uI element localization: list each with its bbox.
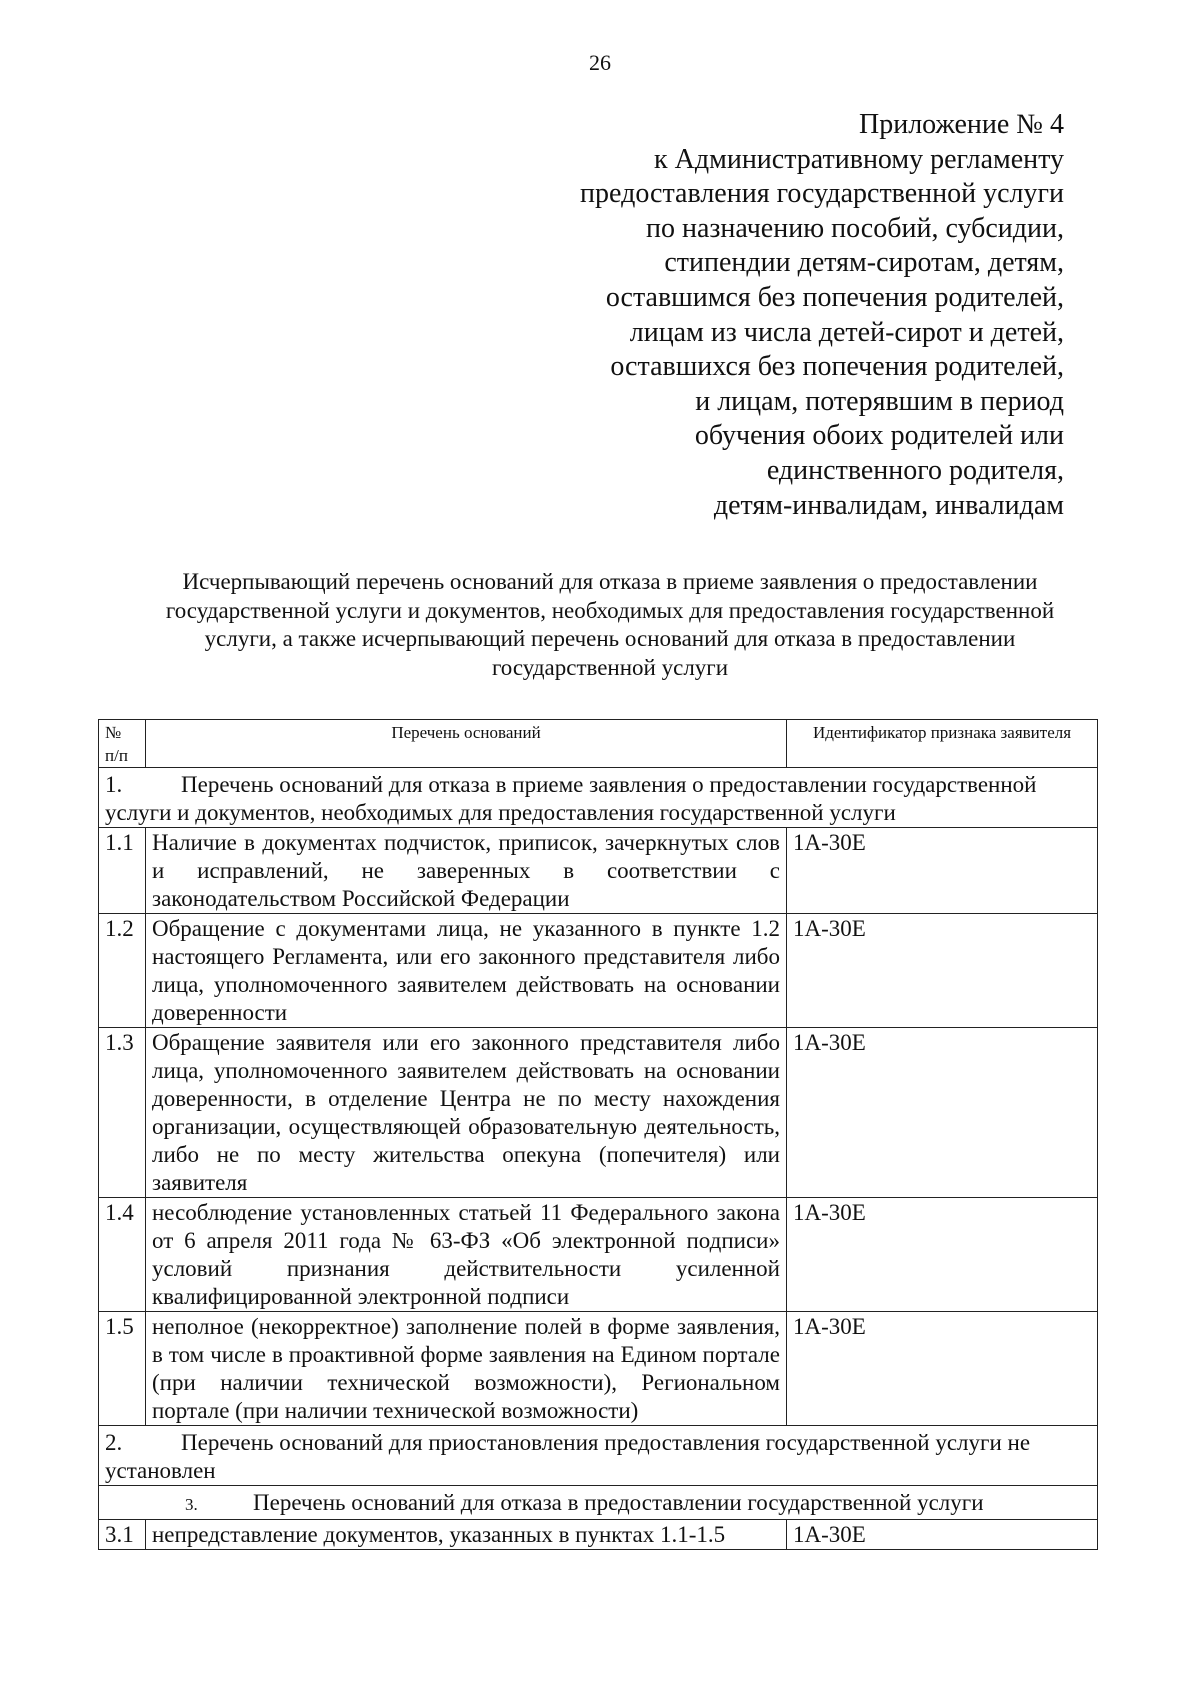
title-line: государственной услуги и документов, необходимых для предоставления государственной (165, 597, 1055, 623)
row-number: 3.1 (99, 1520, 146, 1550)
section-number: 2. (105, 1430, 123, 1455)
row-description: неполное (некорректное) заполнение полей в форме заявления, в том числе в проактивной форме заявления на Едином портале (при наличии технической возможности), Региональном портале (при наличии технической возможности) (146, 1312, 787, 1426)
section-row (99, 1486, 1098, 1520)
row-identifier: 1А-30Е (787, 1028, 1098, 1198)
header-id: Идентификатор признака заявителя (787, 720, 1098, 768)
section-row (99, 1426, 1098, 1486)
page-number: 26 (589, 50, 611, 75)
document-title (130, 568, 1090, 682)
section-cell (99, 1486, 1098, 1520)
table-header-row (99, 720, 1098, 768)
appendix-line: стипендии детям-сиротам, детям, (664, 247, 1064, 279)
row-description: Обращение заявителя или его законного представителя либо лица, уполномоченного заявителем действовать на основании доверенности, в отделение Центра не по месту нахождения организации, осуществляющей образовательную деятельность, либо не по месту жительства опекуна (попечителя) или заявителя (146, 1028, 787, 1198)
appendix-line: оставшихся без попечения родителей, (610, 351, 1064, 383)
grounds-table (98, 719, 1098, 1550)
row-identifier: 1А-30Е (787, 914, 1098, 1028)
section-cell (99, 1426, 1098, 1486)
section-number: 1. (105, 772, 123, 797)
row-identifier: 1А-30Е (787, 1198, 1098, 1312)
row-number: 1.2 (99, 914, 146, 1028)
appendix-line: и лицам, потерявшим в период (695, 385, 1064, 417)
appendix-line: оставшимся без попечения родителей, (605, 281, 1064, 313)
row-number: 1.1 (99, 828, 146, 914)
row-identifier: 1А-30Е (787, 1520, 1098, 1550)
header-num: № п/п (99, 720, 146, 768)
appendix-line: предоставления государственной услуги (580, 178, 1064, 210)
table-row (99, 1198, 1098, 1312)
header-desc: Перечень оснований (146, 720, 787, 768)
appendix-line: к Административному регламенту (654, 143, 1064, 175)
appendix-line: детям-инвалидам, инвалидам (713, 489, 1064, 521)
appendix-line: лицам из числа детей-сирот и детей, (629, 316, 1064, 348)
appendix-line: единственного родителя, (766, 454, 1064, 486)
section-text: Перечень оснований для приостановления предоставления государственной услуги не установлен (105, 1430, 1031, 1483)
table-row (99, 1028, 1098, 1198)
title-line: Исчерпывающий перечень оснований для отказа в приеме заявления о предоставлении (182, 569, 1038, 594)
row-description: Обращение с документами лица, не указанного в пункте 1.2 настоящего Регламента, или его законного представителя либо лица, уполномоченного заявителем действовать на основании доверенности (146, 914, 787, 1028)
section-cell (99, 768, 1098, 828)
appendix-line: обучения обоих родителей или (694, 420, 1064, 452)
table-row (99, 914, 1098, 1028)
appendix-header (580, 108, 1064, 523)
appendix-line: Приложение № 4 (859, 109, 1064, 140)
section-text: Перечень оснований для отказа в приеме заявления о предоставлении государственной услуги и документов, необходимых для предоставления государственной услуги (105, 772, 1037, 825)
appendix-line: по назначению пособий, субсидии, (645, 212, 1064, 244)
row-description: несоблюдение установленных статьей 11 Федерального закона от 6 апреля 2011 года № 63-ФЗ «Об электронной подписи» условий признания действительности усиленной квалифицированной электронной подписи (146, 1198, 787, 1312)
row-number: 1.4 (99, 1198, 146, 1312)
row-number: 1.5 (99, 1312, 146, 1426)
row-number: 1.3 (99, 1028, 146, 1198)
section-row (99, 768, 1098, 828)
table-row (99, 828, 1098, 914)
row-description: непредставление документов, указанных в пунктах 1.1-1.5 (146, 1520, 787, 1550)
section-text: Перечень оснований для отказа в предоставлении государственной услуги (253, 1490, 984, 1515)
table-row (99, 1312, 1098, 1426)
section-number: 3. (185, 1495, 198, 1514)
row-identifier: 1А-30Е (787, 1312, 1098, 1426)
title-line: государственной услуги (491, 654, 729, 680)
title-line: услуги, а также исчерпывающий перечень оснований для отказа в предоставлении (204, 626, 1016, 651)
row-description: Наличие в документах подчисток, приписок, зачеркнутых слов и исправлений, не заверенных в соответствии с законодательством Российской Федерации (146, 828, 787, 914)
row-identifier: 1А-30Е (787, 828, 1098, 914)
table-row (99, 1520, 1098, 1550)
